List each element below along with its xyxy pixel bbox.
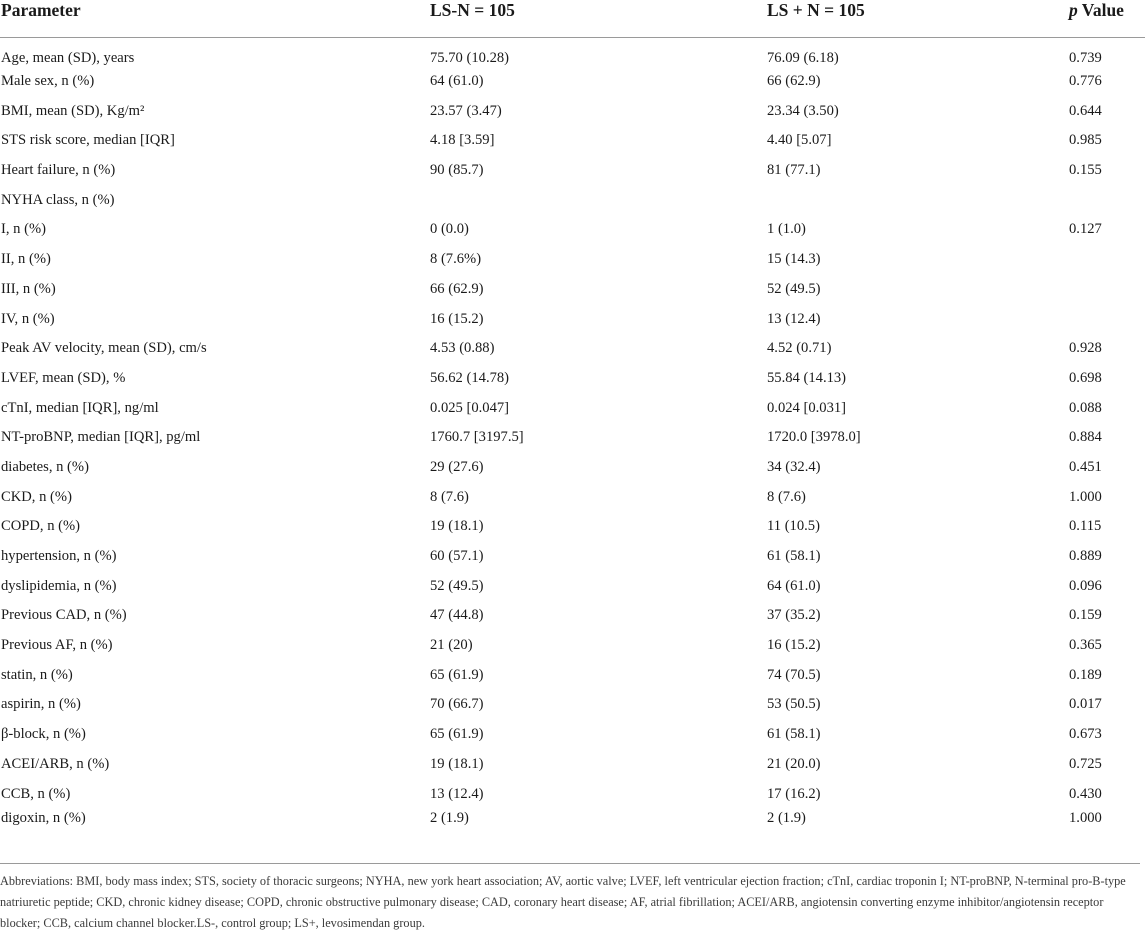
table-row (0, 156, 1145, 186)
cell-p-value: 0.725 (1069, 755, 1102, 772)
cell-ls-plus-n: 66 (62.9) (767, 73, 821, 90)
cell-parameter: Previous CAD, n (%) (1, 607, 127, 624)
cell-ls-n: 70 (66.7) (430, 696, 484, 713)
cell-ls-n: 16 (15.2) (430, 310, 484, 327)
cell-ls-n: 2 (1.9) (430, 810, 469, 827)
cell-p-value: 1.000 (1069, 810, 1102, 827)
cell-ls-plus-n: 8 (7.6) (767, 488, 806, 505)
table-row (0, 690, 1145, 720)
cell-p-value: 1.000 (1069, 488, 1102, 505)
cell-ls-n: 64 (61.0) (430, 73, 484, 90)
cell-ls-n: 8 (7.6) (430, 488, 469, 505)
cell-ls-n: 29 (27.6) (430, 458, 484, 475)
table-header-row (0, 0, 1145, 37)
cell-ls-plus-n: 11 (10.5) (767, 518, 820, 535)
table-footnote: Abbreviations: BMI, body mass index; STS, society of thoracic surgeons; NYHA, new york heart association; AV, aortic valve; LVEF, left ventricular ejection fraction; cTnI, cardiac troponin I; NT-proBNP, N-terminal pro-B-type natriuretic peptide; CKD, chronic kidney disease; COPD, chronic obstructive pulmonary disease; CAD, coronary heart disease; AF, atrial fibrillation; ACEI/ARB, angiotensin converting enzyme inhibitor/angiotensin receptor blocker; CCB, calcium channel blocker.LS-, control group; LS+, levosimendan group. (0, 863, 1140, 934)
table-row (0, 245, 1145, 275)
table-body (0, 37, 1145, 839)
cell-parameter: Previous AF, n (%) (1, 637, 113, 654)
cell-ls-n: 75.70 (10.28) (430, 49, 510, 66)
table-row (0, 542, 1145, 572)
cell-p-value: 0.884 (1069, 429, 1102, 446)
cell-ls-plus-n: 61 (58.1) (767, 726, 821, 743)
cell-p-value: 0.127 (1069, 221, 1102, 238)
cell-ls-n: 0 (0.0) (430, 221, 469, 238)
cell-p-value: 0.115 (1069, 518, 1102, 535)
cell-parameter: β-block, n (%) (1, 726, 86, 743)
cell-parameter: II, n (%) (1, 251, 51, 268)
cell-ls-n: 8 (7.6%) (430, 251, 482, 268)
cell-ls-plus-n (767, 185, 1069, 215)
cell-parameter: COPD, n (%) (1, 518, 81, 535)
cell-ls-n: 1760.7 [3197.5] (430, 429, 524, 446)
table-row (0, 185, 1145, 215)
table-row (0, 67, 1145, 97)
cell-p-value: 0.776 (1069, 73, 1102, 90)
table-row (0, 364, 1145, 394)
table-row (0, 809, 1145, 839)
cell-parameter: Male sex, n (%) (1, 73, 95, 90)
table-row (0, 601, 1145, 631)
cell-ls-plus-n: 4.52 (0.71) (767, 340, 832, 357)
cell-p-value: 0.451 (1069, 458, 1102, 475)
cell-ls-n: 4.53 (0.88) (430, 340, 495, 357)
table-row (0, 334, 1145, 364)
table-row (0, 512, 1145, 542)
cell-ls-n: 13 (12.4) (430, 785, 484, 802)
cell-parameter: digoxin, n (%) (1, 810, 86, 827)
header-ls-plus-n: LS + N = 105 (767, 0, 1069, 37)
cell-ls-n: 60 (57.1) (430, 548, 484, 565)
cell-p-value: 0.928 (1069, 340, 1102, 357)
cell-p-value: 0.189 (1069, 666, 1102, 683)
cell-ls-plus-n: 13 (12.4) (767, 310, 821, 327)
cell-parameter: Age, mean (SD), years (1, 49, 135, 66)
cell-parameter: statin, n (%) (1, 666, 73, 683)
table-row (0, 423, 1145, 453)
cell-ls-n (430, 185, 767, 215)
header-ls-n: LS-N = 105 (430, 0, 767, 37)
cell-p-value: 0.017 (1069, 696, 1102, 713)
cell-p-value (1069, 304, 1145, 334)
cell-ls-plus-n: 23.34 (3.50) (767, 102, 839, 119)
table-row (0, 393, 1145, 423)
cell-parameter: cTnI, median [IQR], ng/ml (1, 399, 159, 416)
cell-p-value: 0.088 (1069, 399, 1102, 416)
cell-parameter: IV, n (%) (1, 310, 55, 327)
cell-p-value: 0.644 (1069, 102, 1102, 119)
cell-ls-plus-n: 4.40 [5.07] (767, 132, 832, 149)
cell-ls-plus-n: 1720.0 [3978.0] (767, 429, 861, 446)
table-row (0, 779, 1145, 809)
cell-ls-plus-n: 74 (70.5) (767, 666, 821, 683)
header-parameter: Parameter (0, 0, 430, 37)
cell-p-value: 0.159 (1069, 607, 1102, 624)
table-row (0, 126, 1145, 156)
cell-parameter: dyslipidemia, n (%) (1, 577, 117, 594)
cell-ls-plus-n: 76.09 (6.18) (767, 49, 839, 66)
header-p-value (1069, 0, 1145, 37)
cell-ls-n: 21 (20) (430, 637, 473, 654)
cell-ls-plus-n: 2 (1.9) (767, 810, 806, 827)
cell-p-value: 0.430 (1069, 785, 1102, 802)
cell-ls-plus-n: 21 (20.0) (767, 755, 821, 772)
table-row (0, 750, 1145, 780)
cell-parameter: STS risk score, median [IQR] (1, 132, 175, 149)
cell-ls-n: 0.025 [0.047] (430, 399, 510, 416)
table-row (0, 275, 1145, 305)
cell-ls-n: 19 (18.1) (430, 518, 484, 535)
cell-ls-plus-n: 17 (16.2) (767, 785, 821, 802)
cell-parameter: NYHA class, n (%) (1, 191, 115, 208)
cell-ls-plus-n: 53 (50.5) (767, 696, 821, 713)
cell-p-value: 0.365 (1069, 637, 1102, 654)
cell-ls-n: 52 (49.5) (430, 577, 484, 594)
cell-ls-n: 56.62 (14.78) (430, 369, 510, 386)
cell-ls-n: 65 (61.9) (430, 666, 484, 683)
cell-p-value: 0.889 (1069, 548, 1102, 565)
cell-ls-plus-n: 52 (49.5) (767, 280, 821, 297)
table-row (0, 453, 1145, 483)
cell-ls-n: 19 (18.1) (430, 755, 484, 772)
cell-ls-plus-n: 0.024 [0.031] (767, 399, 847, 416)
header-p-rest: Value (1077, 0, 1124, 20)
cell-parameter: hypertension, n (%) (1, 548, 117, 565)
cell-parameter: LVEF, mean (SD), % (1, 369, 126, 386)
table-row (0, 631, 1145, 661)
cell-ls-n: 47 (44.8) (430, 607, 484, 624)
cell-ls-n: 4.18 [3.59] (430, 132, 495, 149)
cell-parameter: ACEI/ARB, n (%) (1, 755, 110, 772)
cell-ls-n: 23.57 (3.47) (430, 102, 502, 119)
cell-ls-plus-n: 61 (58.1) (767, 548, 821, 565)
cell-ls-n: 66 (62.9) (430, 280, 484, 297)
table-row (0, 96, 1145, 126)
cell-parameter: diabetes, n (%) (1, 458, 89, 475)
cell-ls-n: 90 (85.7) (430, 162, 484, 179)
table-row (0, 37, 1145, 67)
cell-p-value: 0.155 (1069, 162, 1102, 179)
cell-p-value (1069, 275, 1145, 305)
cell-parameter: III, n (%) (1, 280, 56, 297)
cell-parameter: Peak AV velocity, mean (SD), cm/s (1, 340, 207, 357)
table-row (0, 215, 1145, 245)
header-p-italic: p (1069, 0, 1078, 20)
cell-p-value: 0.698 (1069, 369, 1102, 386)
cell-parameter: Heart failure, n (%) (1, 162, 116, 179)
table-row (0, 304, 1145, 334)
cell-parameter: aspirin, n (%) (1, 696, 81, 713)
table-row (0, 720, 1145, 750)
cell-p-value: 0.096 (1069, 577, 1102, 594)
cell-ls-plus-n: 1 (1.0) (767, 221, 806, 238)
table-row (0, 571, 1145, 601)
cell-p-value (1069, 185, 1145, 215)
cell-ls-plus-n: 64 (61.0) (767, 577, 821, 594)
cell-parameter: I, n (%) (1, 221, 46, 238)
cell-p-value: 0.985 (1069, 132, 1102, 149)
cell-parameter: CKD, n (%) (1, 488, 72, 505)
cell-ls-plus-n: 16 (15.2) (767, 637, 821, 654)
cell-ls-n: 65 (61.9) (430, 726, 484, 743)
cell-p-value (1069, 245, 1145, 275)
cell-ls-plus-n: 34 (32.4) (767, 458, 821, 475)
cell-parameter: BMI, mean (SD), Kg/m² (1, 102, 145, 119)
cell-ls-plus-n: 81 (77.1) (767, 162, 821, 179)
cell-p-value: 0.739 (1069, 49, 1102, 66)
cell-ls-plus-n: 55.84 (14.13) (767, 369, 847, 386)
cell-parameter: NT-proBNP, median [IQR], pg/ml (1, 429, 201, 446)
cell-parameter: CCB, n (%) (1, 785, 71, 802)
table-row (0, 660, 1145, 690)
table-row (0, 482, 1145, 512)
cell-ls-plus-n: 37 (35.2) (767, 607, 821, 624)
cell-p-value: 0.673 (1069, 726, 1102, 743)
cell-ls-plus-n: 15 (14.3) (767, 251, 821, 268)
